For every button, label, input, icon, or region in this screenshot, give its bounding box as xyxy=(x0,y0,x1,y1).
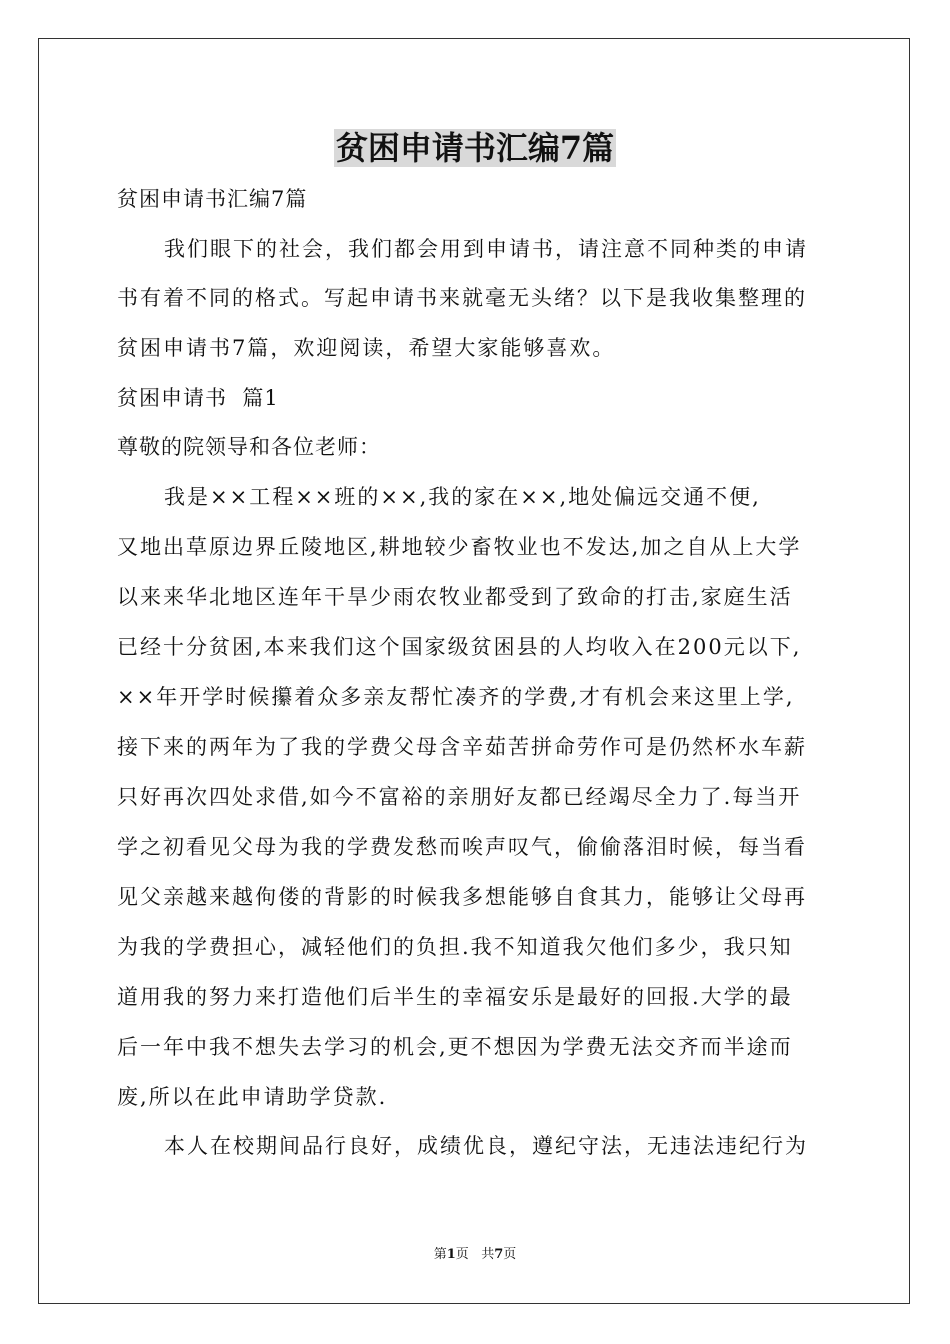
document-title-text: 贫困申请书汇编7篇 xyxy=(335,129,615,167)
footer-total-pages: 7 xyxy=(494,1247,504,1262)
page-footer xyxy=(0,1246,950,1264)
page-border xyxy=(38,38,910,1304)
body-line: 我是××工程××班的××,我的家在××,地处偏远交通不便, xyxy=(164,485,761,509)
intro-line: 我们眼下的社会，我们都会用到申请书，请注意不同种类的申请 xyxy=(164,237,808,261)
footer-total-prefix: 共 xyxy=(481,1247,495,1262)
body-line: 本人在校期间品行良好，成绩优良，遵纪守法，无违法违纪行为 xyxy=(164,1134,808,1158)
body-line: 以来来华北地区连年干旱少雨农牧业都受到了致命的打击,家庭生活 xyxy=(117,585,793,609)
footer-page-number: 1 xyxy=(446,1247,456,1262)
body-line: 学之初看见父母为我的学费发愁而唉声叹气，偷偷落泪时候，每当看 xyxy=(117,835,807,859)
section-heading: 贫困申请书 篇1 xyxy=(117,386,279,410)
body-line: 为我的学费担心，减轻他们的负担.我不知道我欠他们多少，我只知 xyxy=(117,935,793,959)
footer-page-prefix: 第 xyxy=(433,1247,447,1262)
body-line: ××年开学时候攥着众多亲友帮忙凑齐的学费,才有机会来这里上学, xyxy=(117,685,795,709)
intro-line: 贫困申请书7篇，欢迎阅读，希望大家能够喜欢。 xyxy=(117,336,616,360)
body-line: 见父亲越来越佝偻的背影的时候我多想能够自食其力，能够让父母再 xyxy=(117,885,807,909)
footer-total-suffix: 页 xyxy=(503,1247,517,1262)
body-line: 已经十分贫困,本来我们这个国家级贫困县的人均收入在200元以下, xyxy=(117,635,802,659)
body-line: 道用我的努力来打造他们后半生的幸福安乐是最好的回报.大学的最 xyxy=(117,985,793,1009)
intro-line: 书有着不同的格式。写起申请书来就毫无头绪？以下是我收集整理的 xyxy=(117,286,807,310)
body-line: 后一年中我不想失去学习的机会,更不想因为学费无法交齐而半途而 xyxy=(117,1035,793,1059)
body-line: 接下来的两年为了我的学费父母含辛茹苦拼命劳作可是仍然杯水车薪 xyxy=(117,735,807,759)
body-line: 又地出草原边界丘陵地区,耕地较少畜牧业也不发达,加之自从上大学 xyxy=(117,535,802,559)
body-line: 废,所以在此申请助学贷款. xyxy=(117,1085,388,1109)
document-title xyxy=(0,126,950,170)
document-subtitle: 贫困申请书汇编7篇 xyxy=(117,187,308,211)
footer-page-suffix: 页 xyxy=(455,1247,469,1262)
body-line: 只好再次四处求借,如今不富裕的亲朋好友都已经竭尽全力了.每当开 xyxy=(117,785,802,809)
salutation: 尊敬的院领导和各位老师： xyxy=(117,435,381,459)
